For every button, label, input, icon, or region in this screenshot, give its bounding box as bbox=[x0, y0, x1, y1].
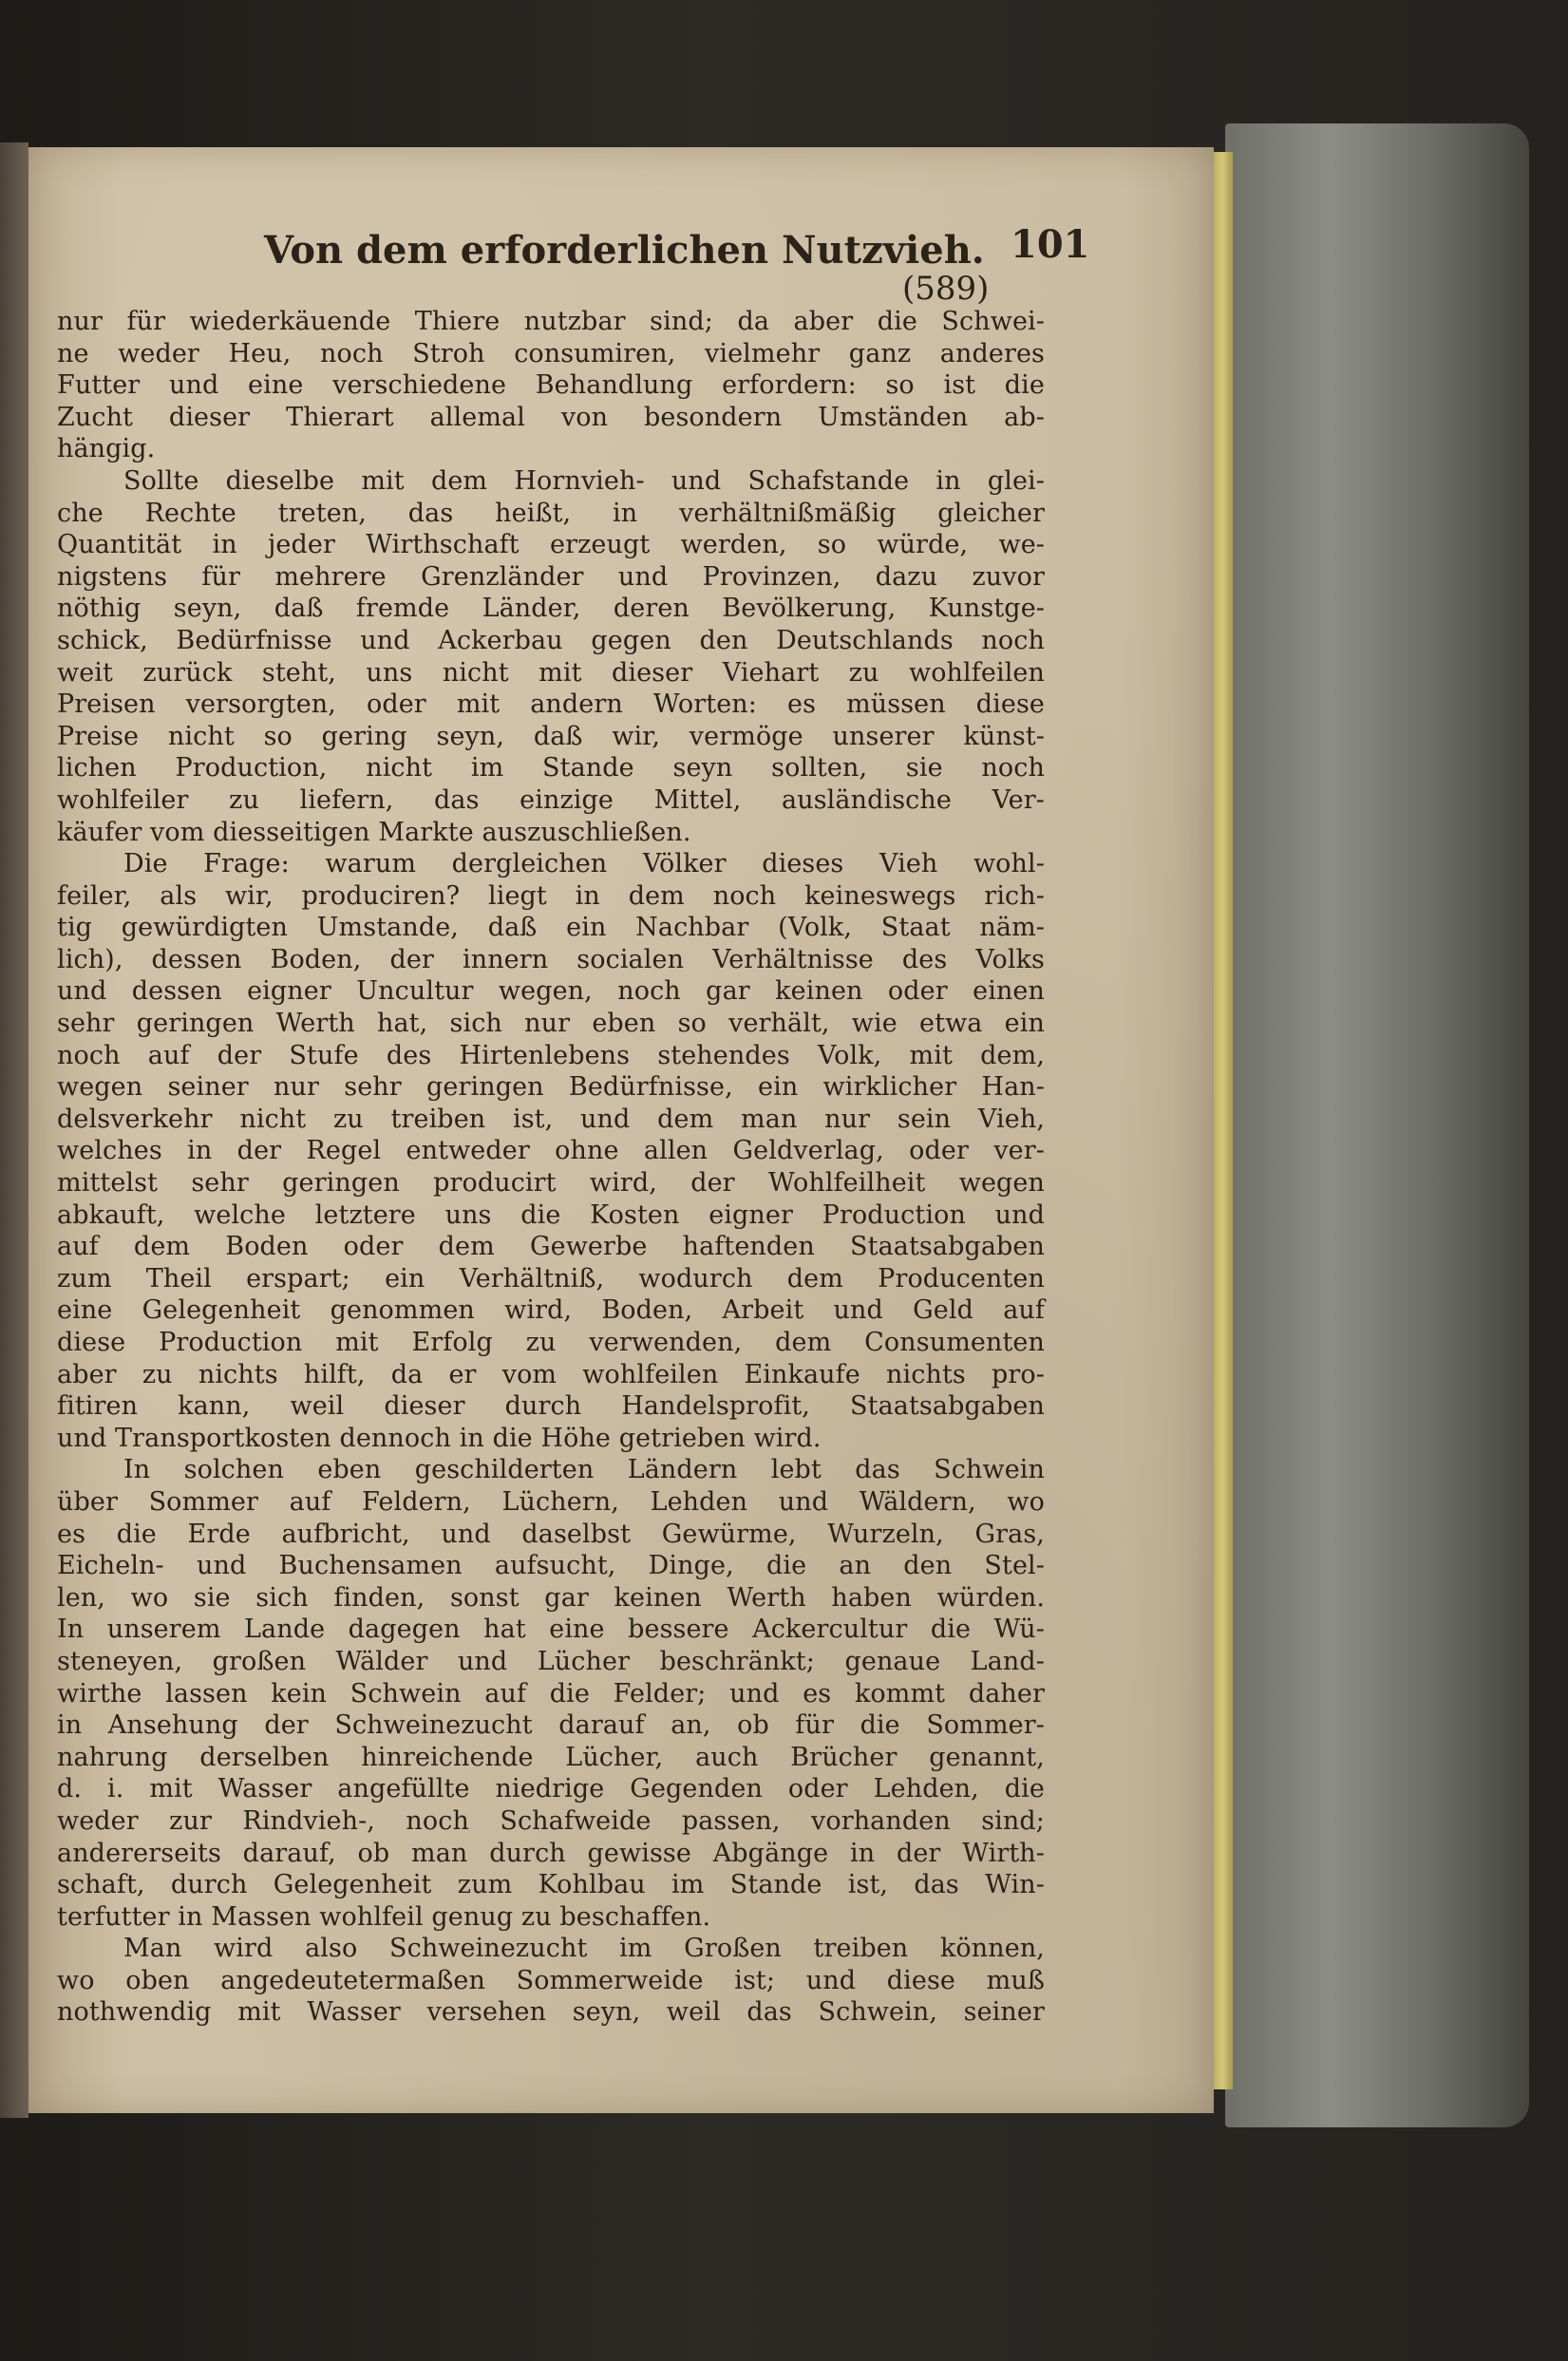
facing-page-edge bbox=[0, 142, 28, 2118]
text-line: schaft, durch Gelegenheit zum Kohlbau im Stande ist, das Win- bbox=[57, 1870, 1045, 1900]
text-line: andererseits darauf, ob man durch gewisse Abgänge in der Wirth- bbox=[57, 1838, 1045, 1868]
text-line: Zucht dieser Thierart allemal von besondern Umständen ab- bbox=[57, 402, 1045, 432]
text-line: nothwendig mit Wasser versehen seyn, weil das Schwein, seiner bbox=[57, 1997, 1045, 2028]
text-line: wirthe lassen kein Schwein auf die Felder; und es kommt daher bbox=[57, 1678, 1045, 1709]
page-gilt-edge bbox=[1212, 152, 1233, 2089]
text-line: weit zurück steht, uns nicht mit dieser Viehart zu wohlfeilen bbox=[57, 657, 1045, 688]
text-line: nigstens für mehrere Grenzländer und Provinzen, dazu zuvor bbox=[57, 561, 1045, 592]
text-line: terfutter in Massen wohlfeil genug zu beschaffen. bbox=[57, 1901, 711, 1932]
paragraph-start-line: Man wird also Schweinezucht im Großen treiben können, bbox=[123, 1934, 1045, 1964]
text-line: che Rechte treten, das heißt, in verhältnißmäßig gleicher bbox=[57, 498, 1045, 528]
text-line: Preise nicht so gering seyn, daß wir, vermöge unserer künst- bbox=[57, 721, 1045, 751]
page-number: 101 bbox=[1011, 222, 1090, 267]
section-number: (589) bbox=[902, 270, 990, 308]
text-line: eine Gelegenheit genommen wird, Boden, Arbeit und Geld auf bbox=[57, 1295, 1045, 1326]
text-line: sehr geringen Werth hat, sich nur eben so verhält, wie etwa ein bbox=[57, 1009, 1045, 1039]
text-line: lich), dessen Boden, der innern socialen Verhältnisse des Volks bbox=[57, 944, 1045, 974]
text-line: lichen Production, nicht im Stande seyn sollten, sie noch bbox=[57, 753, 1045, 784]
text-line: Preisen versorgten, oder mit andern Worten: es müssen diese bbox=[57, 689, 1045, 720]
text-line: noch auf der Stufe des Hirtenlebens stehendes Volk, mit dem, bbox=[57, 1040, 1045, 1070]
text-line: nöthig seyn, daß fremde Länder, deren Bevölkerung, Kunstge- bbox=[57, 594, 1045, 624]
text-line: wegen seiner nur sehr geringen Bedürfnisse, ein wirklicher Han- bbox=[57, 1072, 1045, 1103]
text-line: es die Erde aufbricht, und daselbst Gewürme, Wurzeln, Gras, bbox=[57, 1519, 1045, 1549]
text-line: ne weder Heu, noch Stroh consumiren, vielmehr ganz anderes bbox=[57, 338, 1045, 368]
text-line: tig gewürdigten Umstande, daß ein Nachbar (Volk, Staat näm- bbox=[57, 913, 1045, 943]
text-line: abkauft, welche letztere uns die Kosten eigner Production und bbox=[57, 1199, 1045, 1230]
text-line: nahrung derselben hinreichende Lücher, auch Brücher genannt, bbox=[57, 1742, 1045, 1772]
paragraph-start-line: Die Frage: warum dergleichen Völker dieses Vieh wohl- bbox=[123, 849, 1045, 879]
text-line: welches in der Regel entweder ohne allen Geldverlag, oder ver- bbox=[57, 1136, 1045, 1166]
book-cover-edge bbox=[1225, 123, 1529, 2127]
text-line: auf dem Boden oder dem Gewerbe haftenden Staatsabgaben bbox=[57, 1232, 1045, 1262]
text-line: aber zu nichts hilft, da er vom wohlfeilen Einkaufe nichts pro- bbox=[57, 1359, 1045, 1389]
text-line: und dessen eigner Uncultur wegen, noch gar keinen oder einen bbox=[57, 976, 1045, 1007]
text-line: In unserem Lande dagegen hat eine bessere Ackercultur die Wü- bbox=[57, 1615, 1045, 1645]
text-line: nur für wiederkäuende Thiere nutzbar sind; da aber die Schwei- bbox=[57, 307, 1045, 336]
text-line: steneyen, großen Wälder und Lücher beschränkt; genaue Land- bbox=[57, 1646, 1045, 1676]
text-line: hängig. bbox=[57, 434, 156, 464]
text-line: über Sommer auf Feldern, Lüchern, Lehden und Wäldern, wo bbox=[57, 1486, 1045, 1517]
text-line: in Ansehung der Schweinezucht darauf an, ob für die Sommer- bbox=[57, 1710, 1045, 1741]
text-line: len, wo sie sich finden, sonst gar keinen Werth haben würden. bbox=[57, 1582, 1045, 1613]
text-line: fitiren kann, weil dieser durch Handelsprofit, Staatsabgaben bbox=[57, 1391, 1045, 1422]
text-line: wo oben angedeutetermaßen Sommerweide ist; und diese muß bbox=[57, 1965, 1045, 1995]
paragraph-start-line: Sollte dieselbe mit dem Hornvieh- und Schafstande in glei- bbox=[123, 465, 1045, 496]
body-text bbox=[57, 306, 1045, 2029]
text-line: d. i. mit Wasser angefüllte niedrige Gegenden oder Lehden, die bbox=[57, 1774, 1045, 1804]
text-line: Eicheln- und Buchensamen aufsucht, Dinge, die an den Stel- bbox=[57, 1551, 1045, 1581]
text-line: diese Production mit Erfolg zu verwenden, dem Consumenten bbox=[57, 1328, 1045, 1357]
running-head: Von dem erforderlichen Nutzvieh. bbox=[264, 228, 985, 273]
text-line: Futter und eine verschiedene Behandlung erfordern: so ist die bbox=[57, 370, 1045, 401]
text-line: zum Theil erspart; ein Verhältniß, wodurch dem Producenten bbox=[57, 1263, 1045, 1294]
text-line: und Transportkosten dennoch in die Höhe getrieben wird. bbox=[57, 1423, 822, 1453]
paragraph-start-line: In solchen eben geschilderten Ländern lebt das Schwein bbox=[123, 1455, 1045, 1485]
text-line: Quantität in jeder Wirthschaft erzeugt werden, so würde, we- bbox=[57, 530, 1045, 560]
text-line: wohlfeiler zu liefern, das einzige Mittel, ausländische Ver- bbox=[57, 784, 1045, 815]
text-line: schick, Bedürfnisse und Ackerbau gegen den Deutschlands noch bbox=[57, 625, 1045, 655]
text-line: feiler, als wir, produciren? liegt in dem noch keineswegs rich- bbox=[57, 880, 1045, 911]
text-line: käufer vom diesseitigen Markte auszuschließen. bbox=[57, 817, 691, 847]
text-line: delsverkehr nicht zu treiben ist, und dem man nur sein Vieh, bbox=[57, 1104, 1045, 1134]
text-line: mittelst sehr geringen producirt wird, der Wohlfeilheit wegen bbox=[57, 1168, 1045, 1199]
text-line: weder zur Rindvieh-, noch Schafweide passen, vorhanden sind; bbox=[57, 1805, 1045, 1836]
